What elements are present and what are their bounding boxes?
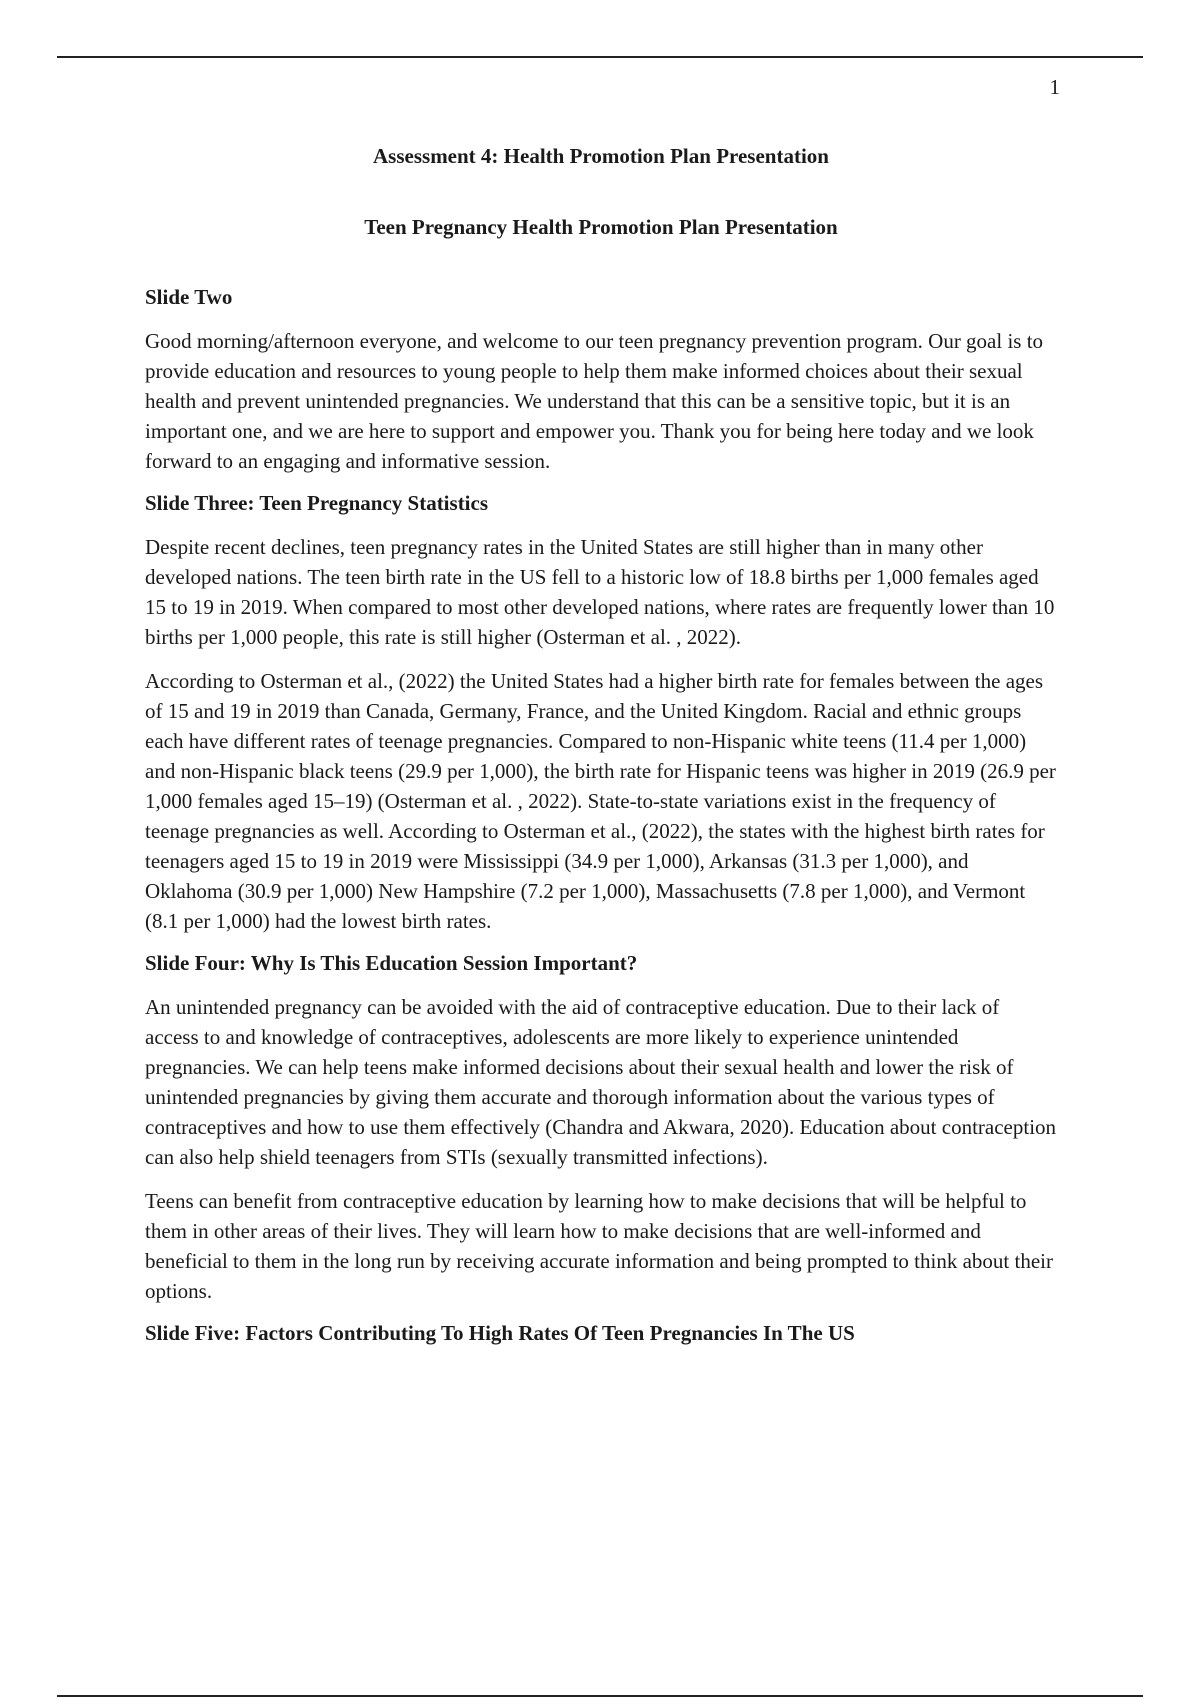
paragraph: Good morning/afternoon everyone, and welcome to our teen pregnancy prevention program. Our goal is to provide education and resources to young people to help them make informed choices about their sexual health and prevent unintended pregnancies. We understand that this can be a sensitive topic, but it is an important one, and we are here to support and empower you. Thank you for being here today and we look forward to an engaging and informative session. xyxy=(145,329,1044,473)
section-slide-five xyxy=(145,1320,1057,1346)
section-heading: Slide Two xyxy=(145,285,233,309)
paragraph: Despite recent declines, teen pregnancy rates in the United States are still higher than in many other developed nations. The teen birth rate in the US fell to a historic low of 18.8 births per 1,000 females aged 15 to 19 in 2019. When compared to most other developed nations, where rates are frequently lower than 10 births per 1,000 people, this rate is still higher (Osterman et al. , 2022). xyxy=(145,535,1055,649)
section-heading: Slide Three: Teen Pregnancy Statistics xyxy=(145,491,489,515)
paragraph: An unintended pregnancy can be avoided with the aid of contraceptive education. Due to their lack of access to and knowledge of contraceptives, adolescents are more likely to experience unintended pregnancies. We can help teens make informed decisions about their sexual health and lower the risk of unintended pregnancies by giving them accurate and thorough information about the various types of contraceptives and how to use them effectively (Chandra and Akwara, 2020). Education about contraception can also help shield teenagers from STIs (sexually transmitted infections). xyxy=(145,995,1057,1169)
section-slide-two xyxy=(145,284,1057,476)
section-slide-four xyxy=(145,950,1057,1306)
footer-rule xyxy=(57,1695,1143,1697)
paragraph: Teens can benefit from contraceptive education by learning how to make decisions that will be helpful to them in other areas of their lives. They will learn how to make decisions that are well-informed and beneficial to them in the long run by receiving accurate information and being prompted to think about their options. xyxy=(145,1189,1053,1303)
page-number: 1 xyxy=(1049,75,1060,99)
document-title: Assessment 4: Health Promotion Plan Presentation xyxy=(373,144,829,168)
header-rule xyxy=(57,56,1143,58)
document-body xyxy=(145,143,1057,1362)
paragraph: According to Osterman et al., (2022) the United States had a higher birth rate for females between the ages of 15 and 19 in 2019 than Canada, Germany, France, and the United Kingdom. Racial and ethnic groups each have different rates of teenage pregnancies. Compared to non-Hispanic white teens (11.4 per 1,000) and non-Hispanic black teens (29.9 per 1,000), the birth rate for Hispanic teens was higher in 2019 (26.9 per 1,000 females aged 15–19) (Osterman et al. , 2022). State-to-state variations exist in the frequency of teenage pregnancies as well. According to Osterman et al., (2022), the states with the highest birth rates for teenagers aged 15 to 19 in 2019 were Mississippi (34.9 per 1,000), Arkansas (31.3 per 1,000), and Oklahoma (30.9 per 1,000) New Hampshire (7.2 per 1,000), Massachusetts (7.8 per 1,000), and Vermont (8.1 per 1,000) had the lowest birth rates. xyxy=(145,669,1056,933)
document-subtitle: Teen Pregnancy Health Promotion Plan Presentation xyxy=(364,215,838,239)
section-heading: Slide Four: Why Is This Education Session Important? xyxy=(145,951,638,975)
section-slide-three xyxy=(145,490,1057,936)
section-heading: Slide Five: Factors Contributing To High Rates Of Teen Pregnancies In The US xyxy=(145,1321,855,1345)
